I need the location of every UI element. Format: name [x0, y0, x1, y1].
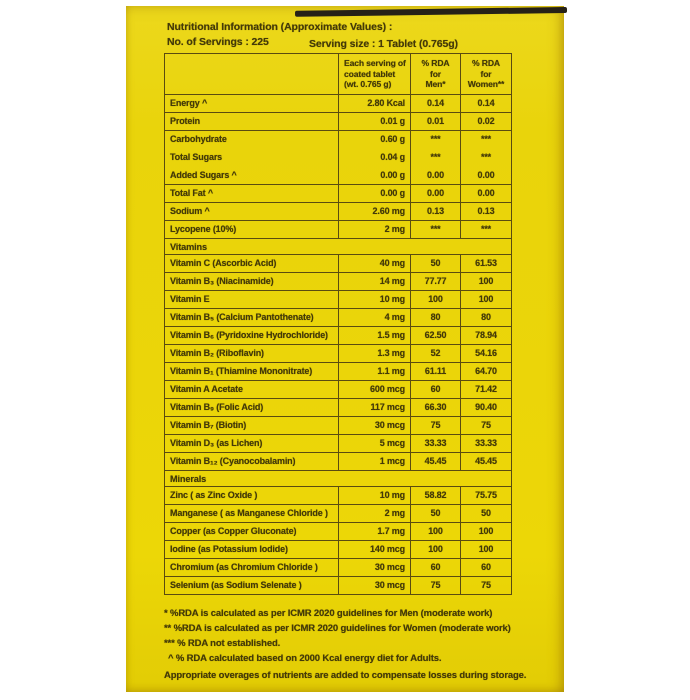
rda-women-value: 100: [478, 526, 494, 536]
rda-women-value: 75: [481, 420, 491, 430]
rda-men-value: 60: [411, 559, 461, 576]
rda-men-value: 33.33: [411, 435, 461, 452]
nutrient-amount: 0.00 g: [339, 185, 411, 202]
table-row: [165, 290, 511, 308]
nutrition-table: [164, 53, 512, 595]
rda-men-value: 50: [411, 255, 461, 272]
rda-men-value: 0.00: [411, 166, 461, 184]
table-row: [165, 452, 511, 470]
nutrient-amount: 0.00 g: [339, 166, 411, 184]
rda-men-value: 0.00: [411, 185, 461, 202]
nutrient-amount: 1.3 mg: [339, 345, 411, 362]
nutrient-name: Carbohydrate: [165, 131, 339, 148]
nutrient-amount: 30 mcg: [339, 559, 411, 576]
rda-women-value: 50: [481, 508, 491, 518]
nutrient-amount: 2.60 mg: [339, 203, 411, 220]
rda-men-value: 100: [411, 523, 461, 540]
rda-women-value: 100: [478, 276, 494, 286]
rda-women-value: 100: [478, 544, 494, 554]
label-top-edge-shadow: [295, 7, 567, 17]
footnotes: [164, 606, 566, 683]
serving-size: Serving size : 1 Tablet (0.765g): [309, 38, 458, 50]
rda-women-value: 0.00: [477, 188, 495, 198]
rda-women-value: 0.14: [477, 98, 495, 108]
nutrient-amount: 10 mg: [339, 487, 411, 504]
section-header-row: Minerals: [165, 470, 511, 486]
nutrient-name: Vitamin B₆ (Pyridoxine Hydrochloride): [165, 327, 339, 344]
table-row: [165, 434, 511, 452]
nutrient-amount: 2 mg: [339, 221, 411, 238]
nutrient-amount: 1.7 mg: [339, 523, 411, 540]
table-header-row: [165, 54, 511, 94]
table-row: [165, 148, 511, 166]
nutrient-name: Copper (as Copper Gluconate): [165, 523, 339, 540]
nutrient-name: Vitamin B₃ (Niacinamide): [165, 273, 339, 290]
nutrient-amount: 30 mcg: [339, 417, 411, 434]
nutrient-name: Vitamin D₃ (as Lichen): [165, 435, 339, 452]
rda-men-value: 75: [411, 417, 461, 434]
rda-men-value: 62.50: [411, 327, 461, 344]
nutrition-label: [126, 6, 564, 692]
rda-men-value: 80: [411, 309, 461, 326]
nutrient-name: Chromium (as Chromium Chloride ): [165, 559, 339, 576]
table-row: [165, 398, 511, 416]
nutrient-amount: 1.1 mg: [339, 363, 411, 380]
nutrient-name: Vitamin B₁₂ (Cyanocobalamin): [165, 453, 339, 470]
table-row: [165, 522, 511, 540]
nutrient-name: Vitamin B₇ (Biotin): [165, 417, 339, 434]
table-row: [165, 540, 511, 558]
table-row: [165, 130, 511, 148]
nutrient-amount: 0.60 g: [339, 131, 411, 148]
rda-women-value: 0.13: [477, 206, 495, 216]
rda-men-value: 75: [411, 577, 461, 594]
nutrient-name: Selenium (as Sodium Selenate ): [165, 577, 339, 594]
rda-women-value: 0.00: [477, 169, 495, 180]
table-row: [165, 380, 511, 398]
rda-men-value: 58.82: [411, 487, 461, 504]
rda-men-value: 0.13: [411, 203, 461, 220]
nutrient-amount: 140 mcg: [339, 541, 411, 558]
rda-men-value: 77.77: [411, 273, 461, 290]
nutrient-amount: 14 mg: [339, 273, 411, 290]
nutrient-name: Vitamin A Acetate: [165, 381, 339, 398]
nutrient-name: Lycopene (10%): [165, 221, 339, 238]
nutrient-amount: 600 mcg: [339, 381, 411, 398]
nutrition-table-body: [165, 94, 511, 594]
nutrient-name: Zinc ( as Zinc Oxide ): [165, 487, 339, 504]
table-row: [165, 326, 511, 344]
nutrient-name: Vitamin B₁ (Thiamine Mononitrate): [165, 363, 339, 380]
header-men-line: for: [429, 68, 441, 79]
table-row: [165, 504, 511, 522]
nutrient-name: Manganese ( as Manganese Chloride ): [165, 505, 339, 522]
nutrient-name: Total Fat ^: [165, 185, 339, 202]
header-item-column: [165, 54, 339, 94]
table-row: [165, 94, 511, 112]
header-women-line: for: [480, 68, 492, 79]
nutrient-amount: 10 mg: [339, 291, 411, 308]
rda-men-value: 66.30: [411, 399, 461, 416]
nutrient-amount: 30 mcg: [339, 577, 411, 594]
rda-men-value: 45.45: [411, 453, 461, 470]
rda-men-value: 52: [411, 345, 461, 362]
rda-women-value: 33.33: [475, 438, 497, 448]
header-rda-men-column: [411, 54, 461, 94]
nutrient-amount: 4 mg: [339, 309, 411, 326]
header-women-line: % RDA: [472, 58, 500, 69]
rda-men-value: ***: [411, 131, 461, 148]
table-row: [165, 362, 511, 380]
footnote-rda-men: * %RDA is calculated as per ICMR 2020 guidelines for Men (moderate work): [164, 608, 493, 619]
footnote-rda-energy-diet: ^ % RDA calculated based on 2000 Kcal energy diet for Adults.: [168, 653, 442, 664]
nutrient-name: Iodine (as Potassium Iodide): [165, 541, 339, 558]
rda-women-value: 64.70: [475, 366, 497, 376]
table-row: [165, 308, 511, 326]
table-row: [165, 202, 511, 220]
header-amount-line: Each serving of: [344, 58, 406, 69]
table-row: [165, 166, 511, 184]
nutrient-name: Protein: [165, 113, 339, 130]
rda-women-value: 45.45: [475, 456, 497, 466]
rda-men-value: 100: [411, 541, 461, 558]
rda-women-value: 60: [481, 562, 491, 572]
table-row: [165, 112, 511, 130]
footnote-rda-women: ** %RDA is calculated as per ICMR 2020 guidelines for Women (moderate work): [164, 623, 511, 634]
label-title: Nutritional Information (Approximate Values) :: [167, 21, 393, 33]
table-row: [165, 254, 511, 272]
nutrient-amount: 2.80 Kcal: [339, 95, 411, 112]
rda-women-value: 0.02: [477, 116, 495, 126]
table-row: [165, 416, 511, 434]
header-amount-line: (wt. 0.765 g): [344, 79, 392, 90]
nutrient-name: Vitamin B₉ (Folic Acid): [165, 399, 339, 416]
table-row: [165, 272, 511, 290]
rda-women-value: 71.42: [475, 384, 497, 394]
nutrient-amount: 40 mg: [339, 255, 411, 272]
footnote-overages: Appropriate overages of nutrients are added to compensate losses during storage.: [164, 670, 527, 681]
rda-women-value: ***: [480, 134, 492, 144]
rda-men-value: 50: [411, 505, 461, 522]
rda-men-value: 100: [411, 291, 461, 308]
rda-men-value: 60: [411, 381, 461, 398]
nutrient-name: Total Sugars: [165, 148, 339, 166]
header-rda-women-column: [461, 54, 511, 94]
rda-men-value: ***: [411, 148, 461, 166]
nutrient-amount: 117 mcg: [339, 399, 411, 416]
rda-women-value: ***: [480, 224, 492, 234]
nutrient-amount: 0.04 g: [339, 148, 411, 166]
nutrient-name: Energy ^: [165, 95, 339, 112]
nutrient-name: Vitamin B₂ (Riboflavin): [165, 345, 339, 362]
header-amount-line: coated tablet: [344, 68, 396, 79]
table-row: [165, 576, 511, 594]
rda-women-value: 80: [481, 312, 491, 322]
rda-men-value: 61.11: [411, 363, 461, 380]
nutrient-name: Vitamin B₅ (Calcium Pantothenate): [165, 309, 339, 326]
table-row: [165, 558, 511, 576]
rda-women-value: 100: [478, 294, 494, 304]
section-header-row: Vitamins: [165, 238, 511, 254]
rda-women-value: 75: [481, 580, 491, 590]
header-men-line: % RDA: [421, 58, 450, 69]
table-row: [165, 344, 511, 362]
nutrient-amount: 0.01 g: [339, 113, 411, 130]
header-women-line: Women**: [467, 79, 505, 90]
nutrient-name: Added Sugars ^: [165, 166, 339, 184]
rda-women-value: ***: [480, 151, 492, 162]
rda-men-value: 0.14: [411, 95, 461, 112]
rda-men-value: ***: [411, 221, 461, 238]
nutrient-amount: 2 mg: [339, 505, 411, 522]
nutrient-amount: 5 mcg: [339, 435, 411, 452]
nutrient-amount: 1 mcg: [339, 453, 411, 470]
nutrient-name: Vitamin C (Ascorbic Acid): [165, 255, 339, 272]
rda-women-value: 90.40: [475, 402, 497, 412]
header-men-line: Men*: [425, 79, 446, 90]
table-row: [165, 184, 511, 202]
table-row: [165, 486, 511, 504]
header-amount-column: [339, 54, 411, 94]
servings-count: No. of Servings : 225: [167, 36, 269, 48]
rda-women-value: 75.75: [475, 490, 497, 500]
nutrient-name: Vitamin E: [165, 291, 339, 308]
rda-women-value: 61.53: [475, 258, 497, 268]
table-row: [165, 220, 511, 238]
footnote-rda-not-established: *** % RDA not established.: [164, 638, 281, 649]
rda-men-value: 0.01: [411, 113, 461, 130]
rda-women-value: 78.94: [475, 330, 497, 340]
nutrient-name: Sodium ^: [165, 203, 339, 220]
nutrient-amount: 1.5 mg: [339, 327, 411, 344]
rda-women-value: 54.16: [475, 348, 497, 358]
